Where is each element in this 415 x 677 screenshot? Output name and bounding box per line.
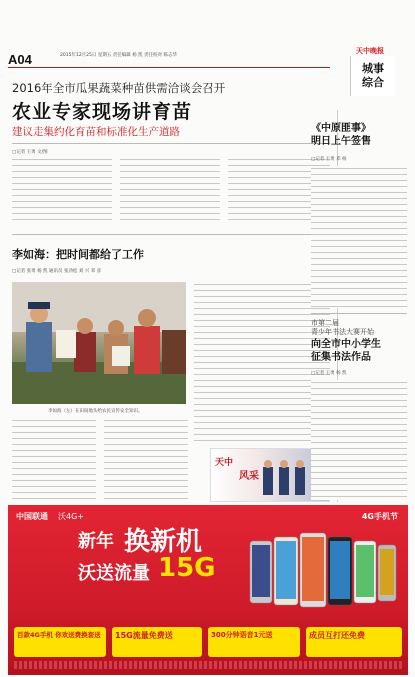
story2-body-mid: [104, 418, 188, 500]
ad-pill-2-title: 15G流量免费送: [115, 631, 173, 640]
ad-pill-1-title: 百款4G手机 你欢送费换套送: [17, 631, 101, 639]
ad-headline-big: 换新机: [124, 527, 203, 557]
story2-rule: [12, 234, 330, 235]
mini-ad-brand: 天中: [215, 458, 234, 468]
right-story2-byline: □记者 王勇 杨 凯: [311, 371, 347, 376]
story2-byline: □记者 张勇 杨 凯 通讯员 张劲松 刘 兴 邓 彦: [12, 269, 102, 274]
ad-brand2: 沃4G+: [58, 512, 84, 521]
ad-pill-1: [14, 627, 106, 657]
ad-pill-4: [306, 627, 402, 657]
ad-fineprint: [14, 661, 402, 669]
ad-brand: 中国联通: [16, 512, 48, 521]
lead-byline: □记者 王勇 文/图: [12, 150, 48, 155]
ad-pill-4-title: 成员互打还免费: [309, 631, 365, 640]
mini-ad-word: 风采: [239, 471, 259, 482]
header-rule: [8, 67, 330, 68]
lead-body-col-1: [12, 157, 112, 225]
page-number: A04: [8, 52, 32, 67]
ad-pill-2: [112, 627, 202, 657]
section-tab: [350, 56, 395, 96]
right-story1-body: [311, 166, 407, 308]
lead-body-col-2: [120, 157, 220, 225]
photo-illustration: [12, 282, 186, 404]
story2-headline: 李如海：把时间都给了工作: [12, 248, 144, 261]
right-story1-byline: □记者 王勇 邓 杨: [311, 157, 347, 162]
phones-illustration: [248, 531, 398, 611]
ad-pill-3: [208, 627, 300, 657]
lead-rule: [12, 143, 330, 144]
ad-headline2-big: 15G: [158, 553, 216, 583]
right-story2-kicker: 市第二届 青少年书法大赛开始: [311, 319, 374, 336]
news-photo: [12, 282, 186, 404]
ad-headline-small: 新年: [78, 531, 114, 552]
lead-subhead: 建议走集约化育苗和标准化生产道路: [12, 126, 180, 138]
right-rule: [311, 313, 407, 314]
ad-headline2: 沃送流量: [78, 563, 150, 584]
right-story2-body: [311, 380, 407, 500]
photo-caption: 李如海（左）在田间地头给农民宣传安全知识。: [48, 409, 143, 414]
ad-pill-3-title: 300分钟语音1元送: [211, 631, 273, 639]
right-story1-title: 《中原匪事》 明日上午签售: [311, 123, 371, 147]
story2-body-left: [12, 418, 96, 500]
story2-body-right: [194, 282, 330, 442]
date-line: 2015年12月25日 星期五 责任编辑 杨 凯 责任校对 陈志华: [60, 53, 177, 58]
masthead-logo: 天中晚报: [356, 46, 384, 55]
unicom-ad: [8, 505, 408, 675]
section-tab-label: 城事 综合: [362, 62, 384, 89]
lead-headline: 农业专家现场讲育苗: [12, 101, 193, 123]
ad-badge: 4G手机节: [361, 512, 398, 521]
lead-kicker: 2016年全市瓜果蔬菜种苗供需洽谈会召开: [12, 81, 226, 95]
right-story2-title: 向全市中小学生 征集书法作品: [311, 339, 381, 363]
